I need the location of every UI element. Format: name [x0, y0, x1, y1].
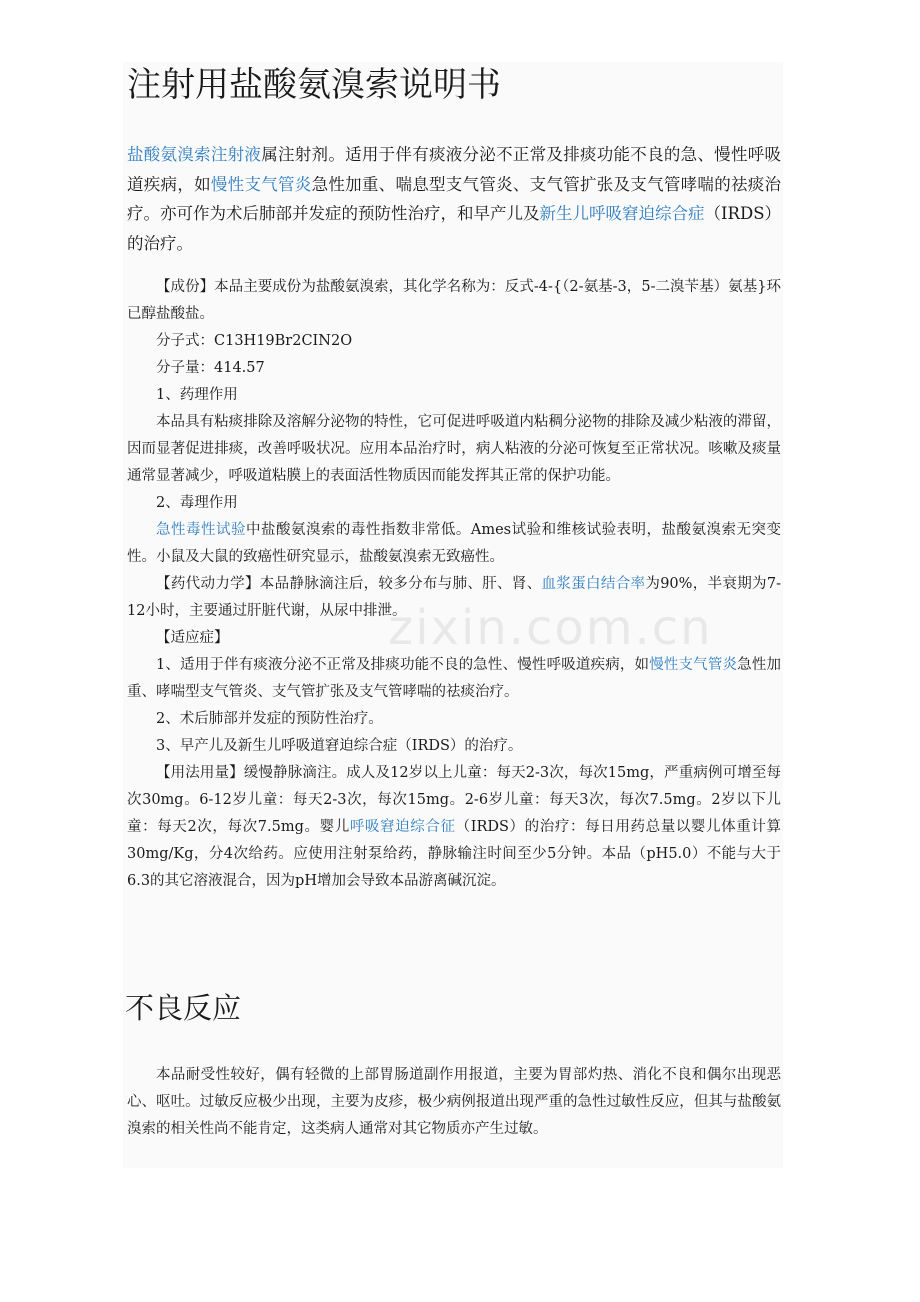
adverse-reactions-heading: 不良反应	[125, 991, 242, 1025]
link-chronic-bronchitis[interactable]: 慢性支气管炎	[210, 174, 312, 194]
molecular-formula: 分子式：C13H19Br2CIN2O	[156, 333, 353, 349]
intro-text-3: （IRDS）的治疗。	[127, 204, 782, 253]
link-chronic-bronchitis-2[interactable]: 慢性支气管炎	[649, 657, 738, 673]
composition-paragraph: 【成份】本品主要成份为盐酸氨溴索，其化学名称为：反式-4-{（2-氨基-3，5-二溴苄基）氨基}环已醇盐酸盐。	[127, 279, 781, 322]
molecular-weight: 分子量：414.57	[156, 360, 265, 376]
page-title: 注射用盐酸氨溴索说明书	[127, 65, 501, 105]
toxicology-heading: 2、毒理作用	[156, 495, 238, 511]
pharmacology-paragraph: 本品具有粘痰排除及溶解分泌物的特性，它可促进呼吸道内粘稠分泌物的排除及减少粘液的滞留，因而显著促进排痰，改善呼吸状况。应用本品治疗时，病人粘液的分泌可恢复至正常状况。咳嗽及痰量通常显著减少，呼吸道粘膜上的表面活性物质因而能发挥其正常的保护功能。	[127, 414, 781, 484]
link-respiratory-distress-syndrome[interactable]: 呼吸窘迫综合征	[349, 819, 456, 835]
document-page	[123, 62, 783, 1168]
instructions-body	[127, 274, 781, 895]
indications-heading: 【适应症】	[156, 630, 229, 646]
indication-2: 2、术后肺部并发症的预防性治疗。	[156, 711, 383, 727]
intro-paragraph	[127, 140, 781, 258]
pharmacology-heading: 1、药理作用	[156, 387, 238, 403]
intro-text-2: 急性加重、喘息型支气管炎、支气管扩张及支气管哮喘的祛痰治疗。亦可作为术后肺部并发症的预防性治疗，和早产儿及	[127, 174, 782, 223]
adverse-reactions-body	[127, 1062, 781, 1143]
link-acute-toxicity-test[interactable]: 急性毒性试验	[156, 522, 246, 538]
intro-text-1: 属注射剂。适用于伴有痰液分泌不正常及排痰功能不良的急、慢性呼吸道疾病，如	[127, 145, 782, 194]
indication-3: 3、早产儿及新生儿呼吸道窘迫综合症（IRDS）的治疗。	[156, 738, 523, 754]
toxicology-paragraph: 急性毒性试验中盐酸氨溴索的毒性指数非常低。Ames试验和维核试验表明，盐酸氨溴索无突变性。小鼠及大鼠的致癌性研究显示，盐酸氨溴索无致癌性。	[127, 522, 781, 565]
adverse-reactions-paragraph: 本品耐受性较好，偶有轻微的上部胃肠道副作用报道，主要为胃部灼热、消化不良和偶尔出现恶心、呕吐。过敏反应极少出现，主要为皮疹，极少病例报道出现严重的急性过敏性反应，但其与盐酸氨溴索的相关性尚不能肯定，这类病人通常对其它物质亦产生过敏。	[127, 1067, 781, 1137]
indication-1: 1、适用于伴有痰液分泌不正常及排痰功能不良的急性、慢性呼吸道疾病，如慢性支气管炎急性加重、哮喘型支气管炎、支气管扩张及支气管哮喘的祛痰治疗。	[127, 657, 781, 700]
pharmacokinetics-paragraph: 【药代动力学】本品静脉滴注后，较多分布与肺、肝、肾、血浆蛋白结合率为90%，半衰期为7-12小时，主要通过肝脏代谢，从尿中排泄。	[127, 576, 782, 619]
link-plasma-protein-binding[interactable]: 血浆蛋白结合率	[541, 576, 646, 592]
link-neonatal-rds[interactable]: 新生儿呼吸窘迫综合症	[539, 204, 705, 223]
link-ambroxol-injection[interactable]: 盐酸氨溴索注射液	[127, 145, 262, 164]
dosage-paragraph: 【用法用量】缓慢静脉滴注。成人及12岁以上儿童：每天2-3次，每次15mg，严重病例可增至每次30mg。6-12岁儿童：每天2-3次，每次15mg。2-6岁儿童：每天3次，每次7.5mg。2岁以下儿童：每天2次，每次7.5mg。婴儿呼吸窘迫综合征（IRDS）的治疗：每日用药总量以婴儿体重计算30mg/Kg，分4次给药。应使用注射泵给药，静脉输注时间至少5分钟。本品（pH5.0）不能与大于6.3的其它溶液混合，因为pH增加会导致本品游离碱沉淀。	[127, 765, 782, 889]
